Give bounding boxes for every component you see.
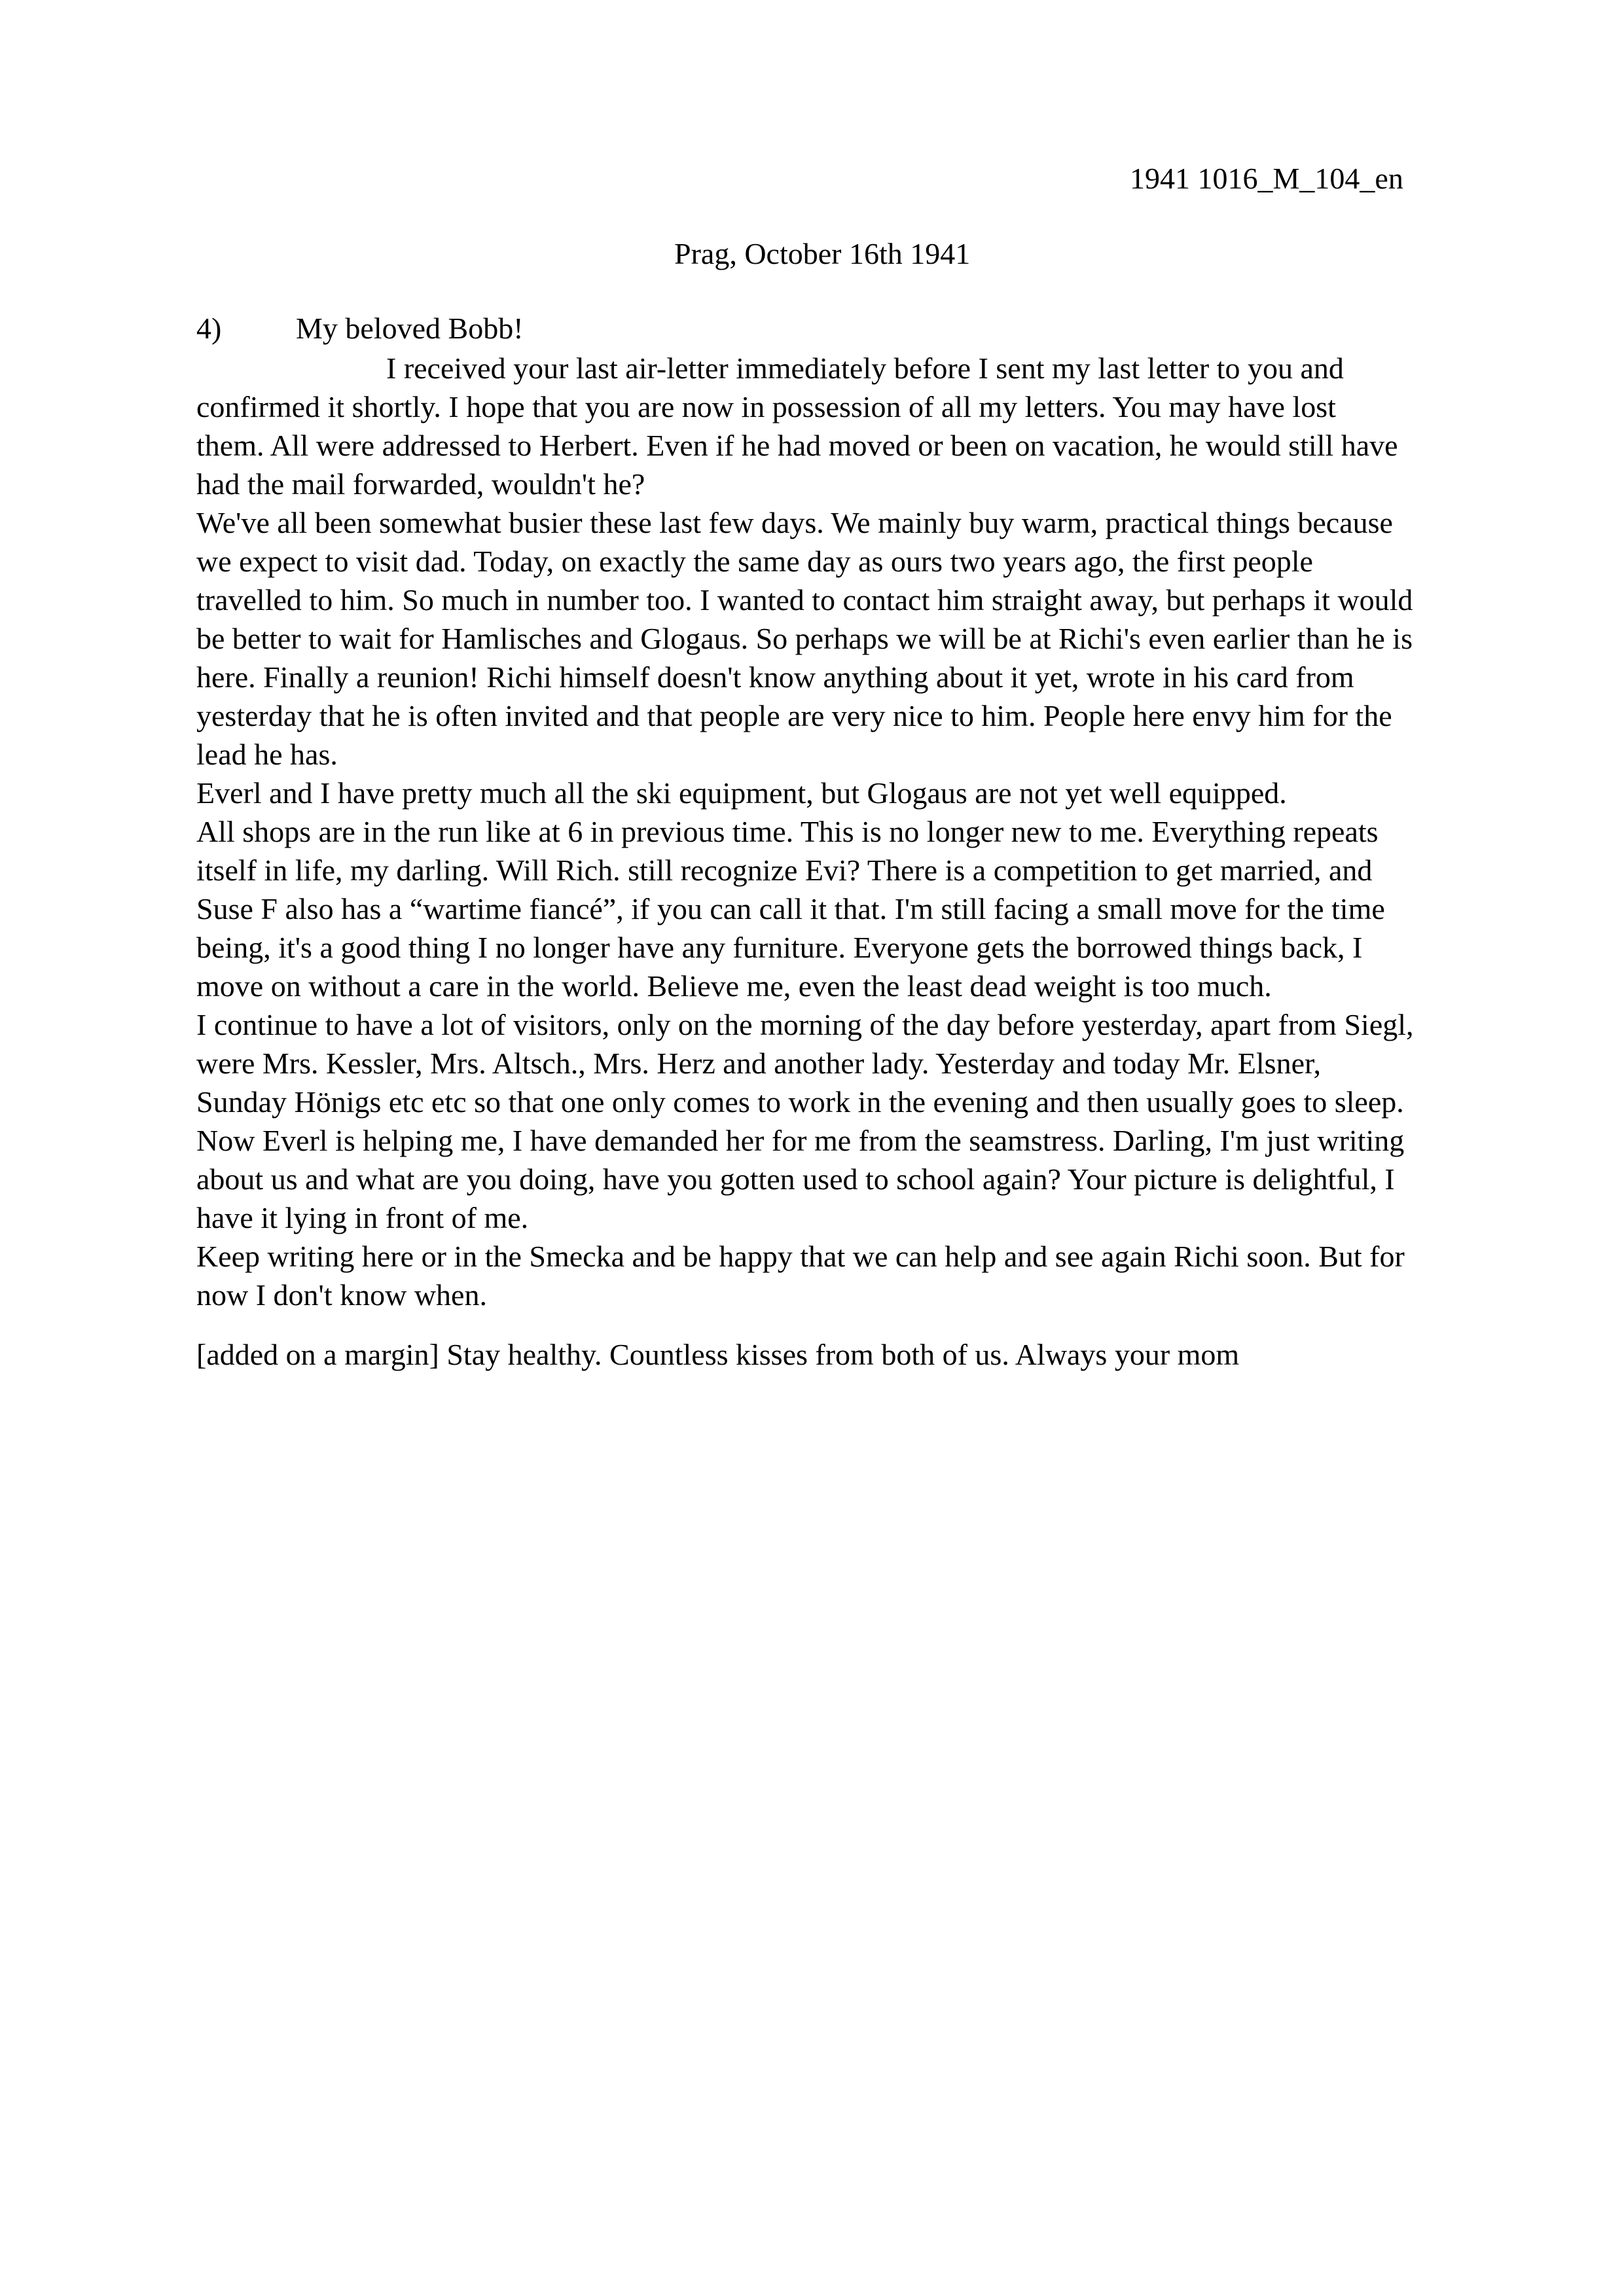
document-reference: 1941 1016_M_104_en (1130, 162, 1403, 195)
body-line: now I don't know when. (196, 1278, 487, 1312)
body-line: yesterday that he is often invited and that people are very nice to him. People here envy him for the (196, 699, 1392, 732)
body-line: them. All were addressed to Herbert. Even if he had moved or been on vacation, he would still have (196, 429, 1398, 462)
body-line: being, it's a good thing I no longer have any furniture. Everyone gets the borrowed things back, I (196, 931, 1363, 964)
body-line: Now Everl is helping me, I have demanded her for me from the seamstress. Darling, I'm just writing (196, 1124, 1405, 1157)
body-line: we expect to visit dad. Today, on exactly the same day as ours two years ago, the first people (196, 545, 1313, 578)
body-line: had the mail forwarded, wouldn't he? (196, 467, 645, 501)
body-line: lead he has. (196, 738, 338, 771)
body-line: I continue to have a lot of visitors, only on the morning of the day before yesterday, apart from Siegl, (196, 1008, 1414, 1041)
body-line: confirmed it shortly. I hope that you are now in possession of all my letters. You may have lost (196, 390, 1336, 423)
body-line: I received your last air-letter immediately before I sent my last letter to you and (386, 351, 1344, 385)
body-line: We've all been somewhat busier these last few days. We mainly buy warm, practical things because (196, 506, 1393, 539)
salutation-row (196, 309, 524, 348)
body-line: Sunday Hönigs etc etc so that one only comes to work in the evening and then usually goes to sleep. (196, 1085, 1404, 1119)
body-line: itself in life, my darling. Will Rich. still recognize Evi? There is a competition to get married, and (196, 853, 1373, 887)
salutation: My beloved Bobb! (296, 312, 524, 345)
body-line: move on without a care in the world. Believe me, even the least dead weight is too much. (196, 969, 1272, 1003)
body-line: Everl and I have pretty much all the ski equipment, but Glogaus are not yet well equipped. (196, 776, 1287, 810)
body-line: about us and what are you doing, have you gotten used to school again? Your picture is delightful, I (196, 1162, 1395, 1196)
dateline: Prag, October 16th 1941 (674, 237, 971, 270)
body-line: were Mrs. Kessler, Mrs. Altsch., Mrs. Herz and another lady. Yesterday and today Mr. Elsner, (196, 1047, 1321, 1080)
body-line: All shops are in the run like at 6 in previous time. This is no longer new to me. Everything repeats (196, 815, 1379, 848)
letter-number: 4) (196, 312, 222, 345)
margin-note: [added on a margin] Stay healthy. Countless kisses from both of us. Always your mom (196, 1338, 1240, 1371)
body-line: here. Finally a reunion! Richi himself doesn't know anything about it yet, wrote in his card from (196, 660, 1354, 694)
body-line: travelled to him. So much in number too. I wanted to contact him straight away, but perhaps it would (196, 583, 1413, 617)
body-line: be better to wait for Hamlisches and Glogaus. So perhaps we will be at Richi's even earlier than he is (196, 622, 1413, 655)
letter-body (196, 349, 1414, 1314)
body-line: have it lying in front of me. (196, 1201, 529, 1234)
body-line: Suse F also has a “wartime fiancé”, if you can call it that. I'm still facing a small move for the time (196, 892, 1385, 925)
body-line: Keep writing here or in the Smecka and be happy that we can help and see again Richi soon. But for (196, 1240, 1405, 1273)
